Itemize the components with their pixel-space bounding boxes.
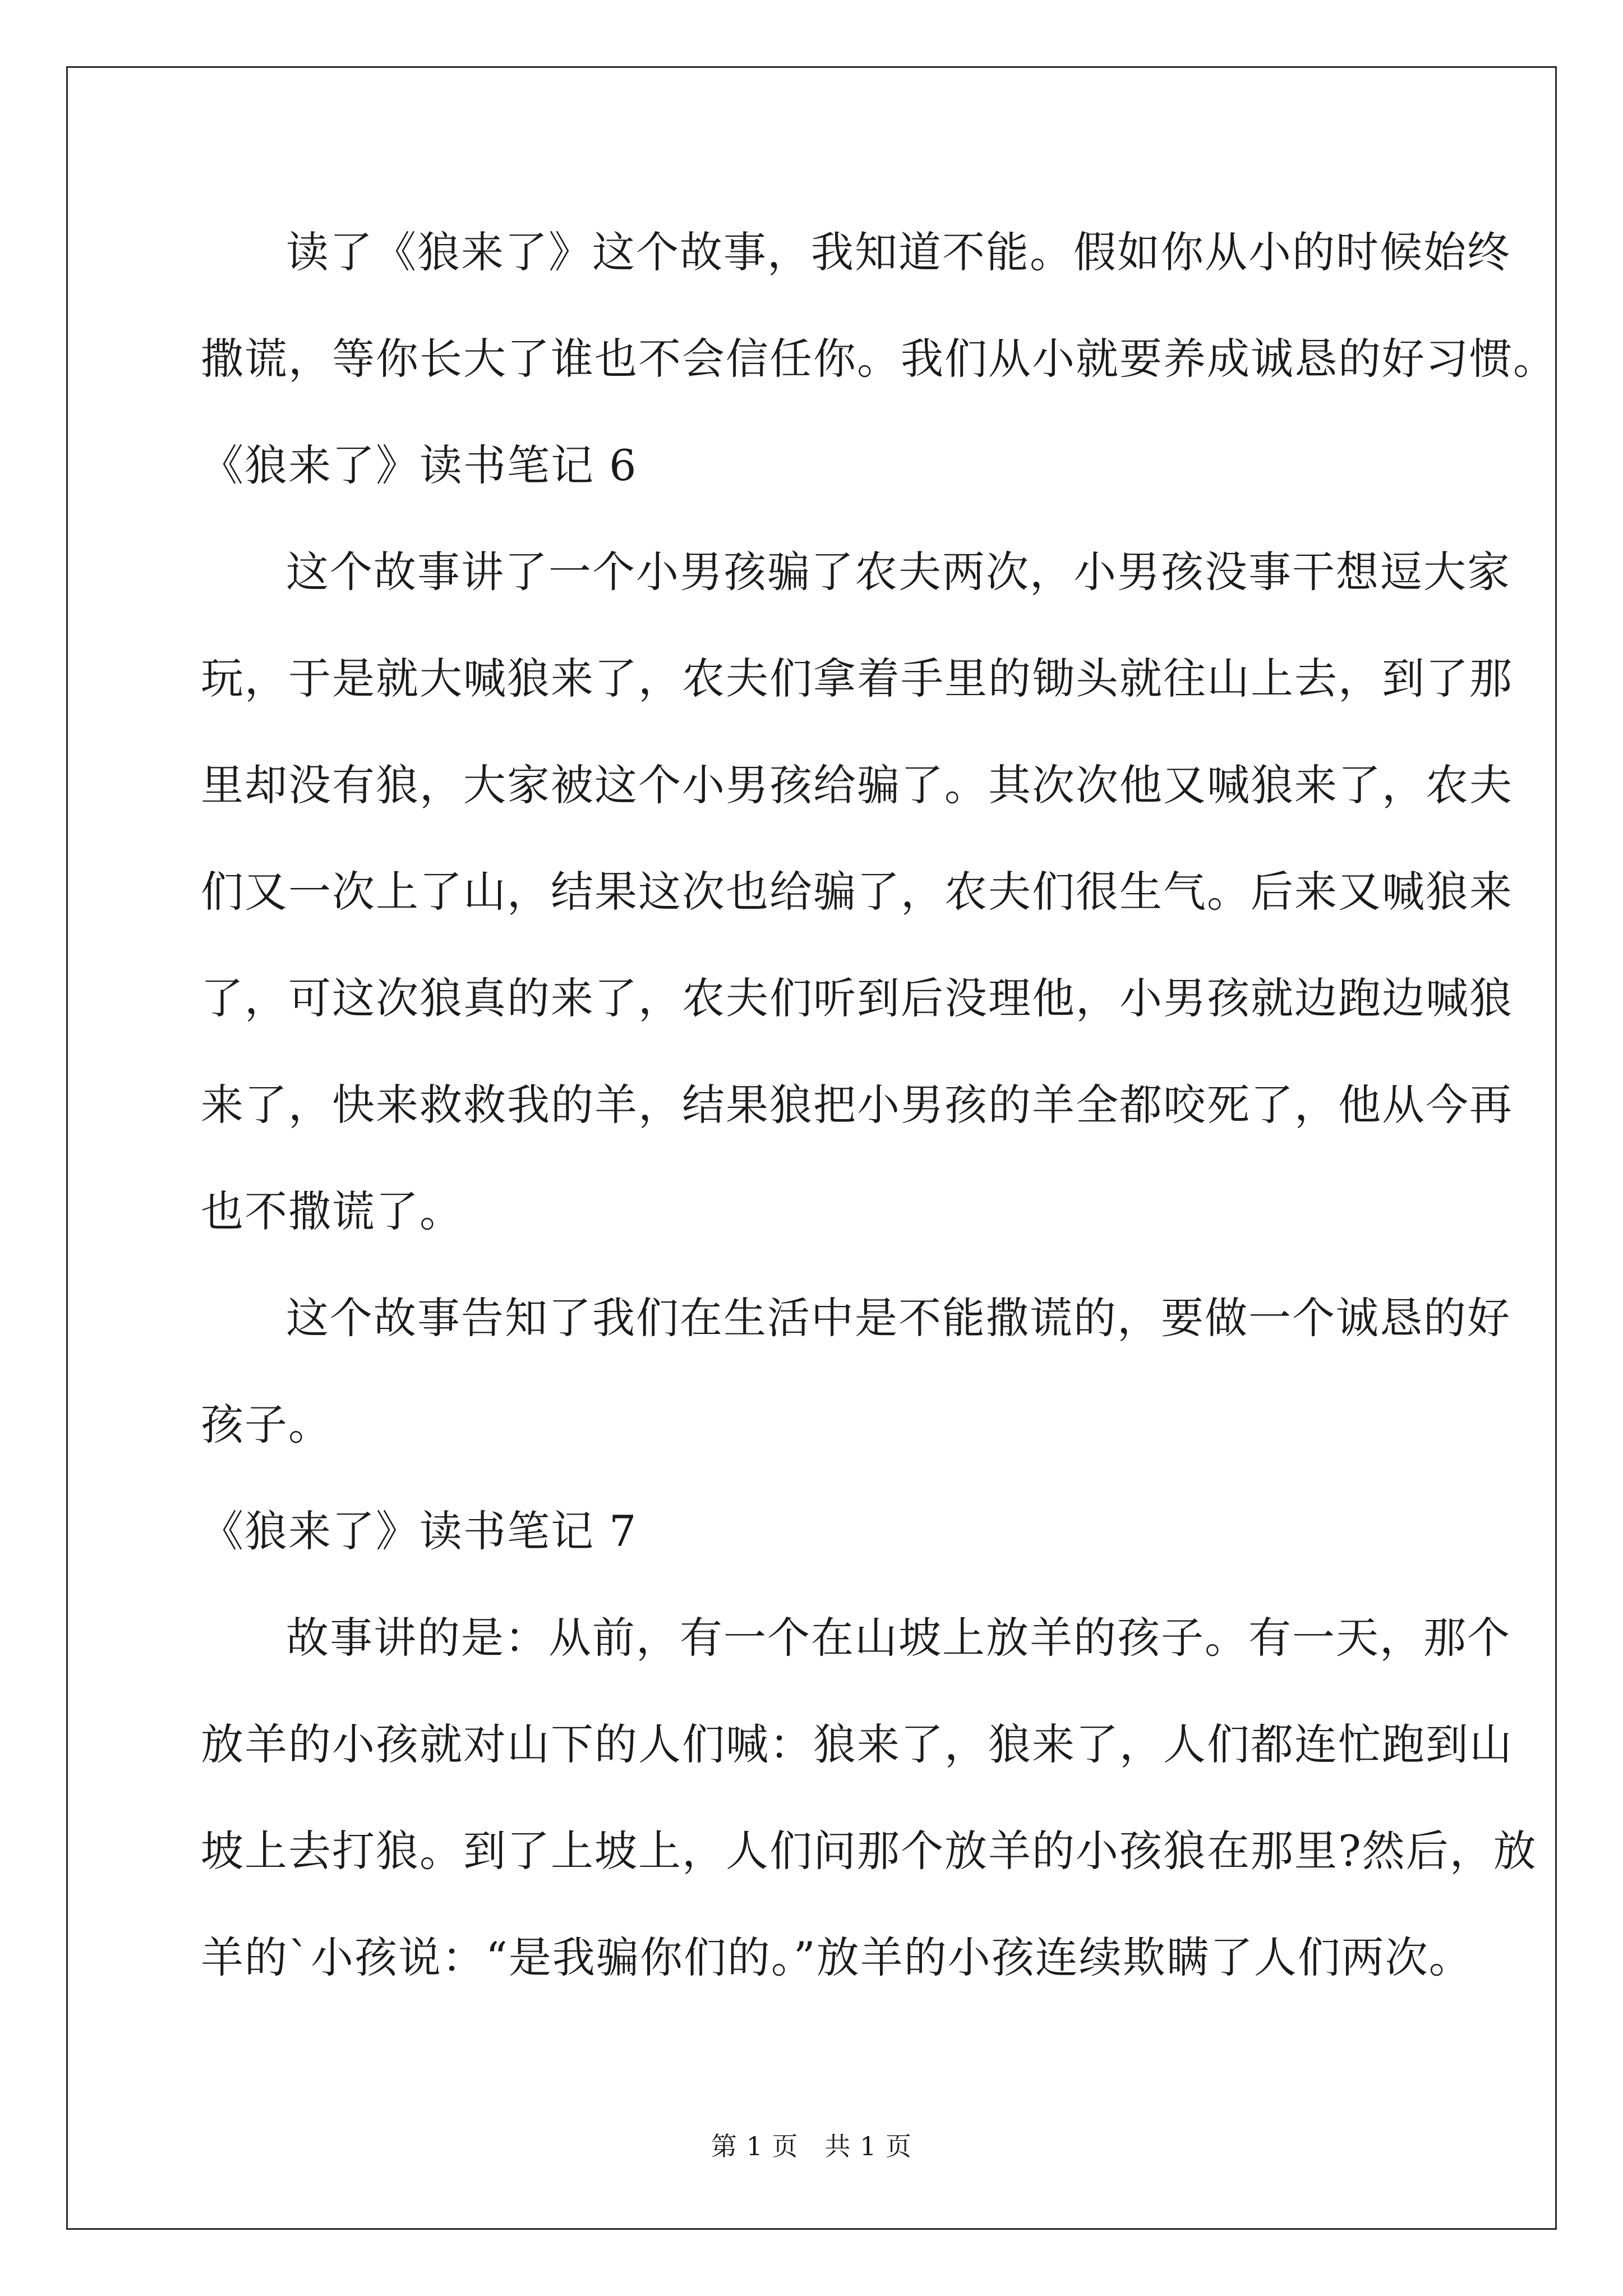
paragraph-line: 们又一次上了山，结果这次也给骗了，农夫们很生气。后来又喊狼来 <box>201 867 1513 917</box>
paragraph-line: 里却没有狼，大家被这个小男孩给骗了。其次次他又喊狼来了，农夫 <box>201 760 1513 810</box>
paragraph-line: 撒谎，等你长大了谁也不会信任你。我们从小就要养成诚恳的好习惯。 <box>201 334 1557 384</box>
paragraph-line: 羊的`小孩说：“是我骗你们的。”放羊的小孩连续欺瞒了人们两次。 <box>201 1932 1473 1982</box>
paragraph-line: 了，可这次狼真的来了，农夫们听到后没理他，小男孩就边跑边喊狼 <box>201 973 1513 1023</box>
section-heading: 《狼来了》读书笔记 7 <box>201 1506 638 1556</box>
paragraph-line: 读了《狼来了》这个故事，我知道不能。假如你从小的时候始终 <box>286 227 1511 277</box>
paragraph-line: 故事讲的是：从前，有一个在山坡上放羊的孩子。有一天，那个 <box>286 1613 1511 1663</box>
document-body <box>201 199 1557 2011</box>
paragraph-line: 坡上去打狼。到了上坡上，人们问那个放羊的小孩狼在那里?然后，放 <box>201 1826 1537 1876</box>
paragraph-line: 来了，快来救救我的羊，结果狼把小男孩的羊全都咬死了，他从今再 <box>201 1080 1513 1130</box>
paragraph-line: 这个故事讲了一个小男孩骗了农夫两次，小男孩没事干想逗大家 <box>286 547 1511 597</box>
paragraph-line: 放羊的小孩就对山下的人们喊：狼来了，狼来了，人们都连忙跑到山 <box>201 1719 1513 1769</box>
paragraph-line: 这个故事告知了我们在生活中是不能撒谎的，要做一个诚恳的好 <box>286 1293 1511 1343</box>
section-heading: 《狼来了》读书笔记 6 <box>201 440 638 490</box>
paragraph-line: 孩子。 <box>201 1400 332 1450</box>
paragraph-line: 玩，于是就大喊狼来了，农夫们拿着手里的锄头就往山上去，到了那 <box>201 654 1513 703</box>
page-number-footer: 第 1 页 共 1 页 <box>711 2131 912 2161</box>
paragraph-line: 也不撒谎了。 <box>201 1186 463 1236</box>
